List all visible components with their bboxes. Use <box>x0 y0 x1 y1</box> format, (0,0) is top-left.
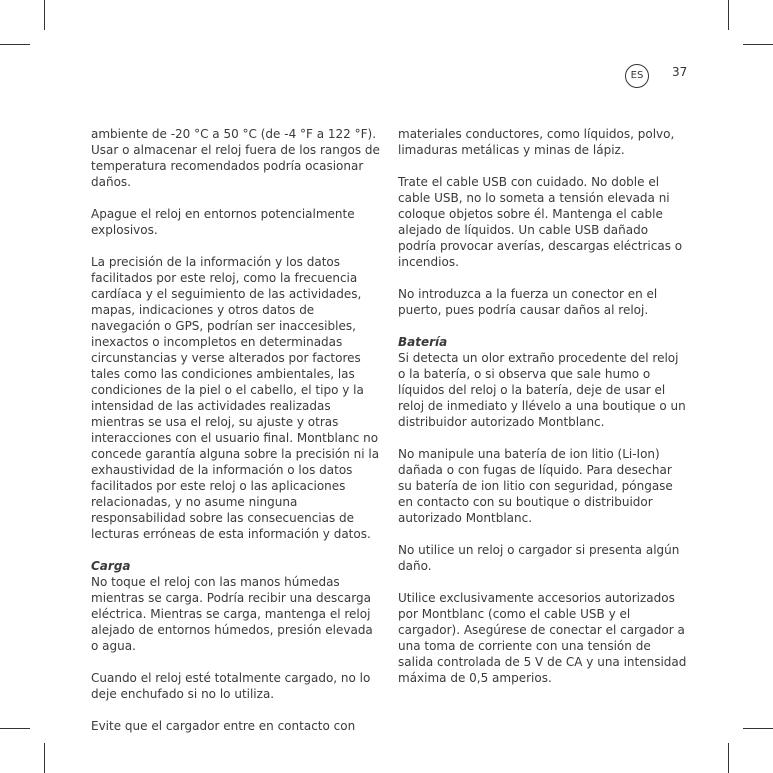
paragraph: No introduzca a la fuerza un conector en el puerto, pues podría causar daños al reloj. <box>398 287 658 317</box>
paragraph: No utilice un reloj o cargador si presenta algún daño. <box>398 543 680 573</box>
crop-mark-top-left-v <box>44 0 45 30</box>
paragraph: Utilice exclusivamente accesorios autorizados por Montblanc (como el cable USB y el cargador). Asegúrese de conectar el cargador a una toma de corriente con una tensión de salida controlada de 5 V de CA y una intensidad máxima de 0,5 amperios. <box>398 591 687 685</box>
crop-mark-top-right-v <box>728 0 729 30</box>
paragraph: ambiente de -20 °C a 50 °C (de -4 °F a 122 °F). Usar o almacenar el reloj fuera de los rangos de temperatura recomendados podría ocasionar daños. <box>91 127 380 189</box>
paragraph: No manipule una batería de ion litio (Li-Ion) dañada o con fugas de líquido. Para desechar su batería de ion litio con seguridad, póngase en contacto con su boutique o distribuidor autorizado Montblanc. <box>398 447 673 525</box>
section-heading-bateria: Batería <box>398 335 448 349</box>
paragraph: Evite que el cargador entre en contacto con <box>91 719 356 733</box>
crop-mark-top-right-h <box>743 44 773 45</box>
paragraph: No toque el reloj con las manos húmedas mientras se carga. Podría recibir una descarga eléctrica. Mientras se carga, mantenga el reloj alejado de entornos húmedos, presión elevada o agua. <box>91 575 373 653</box>
paragraph: Trate el cable USB con cuidado. No doble el cable USB, no lo someta a tensión elevada ni coloque objetos sobre él. Mantenga el cable alejado de líquidos. Un cable USB dañado podría provocar averías, descargas eléctricas o incendios. <box>398 175 683 269</box>
page-number: 37 <box>672 65 688 79</box>
paragraph: Cuando el reloj esté totalmente cargado, no lo deje enchufado si no lo utiliza. <box>91 671 371 701</box>
right-column <box>398 126 688 702</box>
language-badge: ES <box>625 64 649 88</box>
crop-mark-bottom-right-h <box>743 728 773 729</box>
crop-mark-bottom-left-v <box>44 743 45 773</box>
section-heading-carga: Carga <box>91 559 131 573</box>
paragraph: La precisión de la información y los datos facilitados por este reloj, como la frecuencia cardíaca y el seguimiento de las actividades, mapas, indicaciones y otros datos de navegación o GPS, podrían ser inaccesibles, inexactos o incompletos en determinadas circunstancias y verse alterados por factores tales como las condiciones ambientales, las condiciones de la piel o el cabello, el tipo y la intensidad de las actividades realizadas mientras se usa el reloj, su ajuste y otras interacciones con el usuario final. Montblanc no concede garantía alguna sobre la precisión ni la exhaustividad de la información o los datos facilitados por este reloj o las aplicaciones relacionadas, y no asume ninguna responsabilidad sobre las consecuencias de lecturas erróneas de esta información y datos. <box>91 255 380 541</box>
left-column <box>91 126 383 750</box>
crop-mark-top-left-h <box>0 44 30 45</box>
crop-mark-bottom-right-v <box>728 743 729 773</box>
paragraph: Si detecta un olor extraño procedente del reloj o la batería, o si observa que sale humo o líquidos del reloj o la batería, deje de usar el reloj de inmediato y llévelo a una boutique o un distribuidor autorizado Montblanc. <box>398 351 686 429</box>
paragraph: Apague el reloj en entornos potencialmente explosivos. <box>91 207 355 237</box>
paragraph: materiales conductores, como líquidos, polvo, limaduras metálicas y minas de lápiz. <box>398 127 675 157</box>
crop-mark-bottom-left-h <box>0 728 30 729</box>
